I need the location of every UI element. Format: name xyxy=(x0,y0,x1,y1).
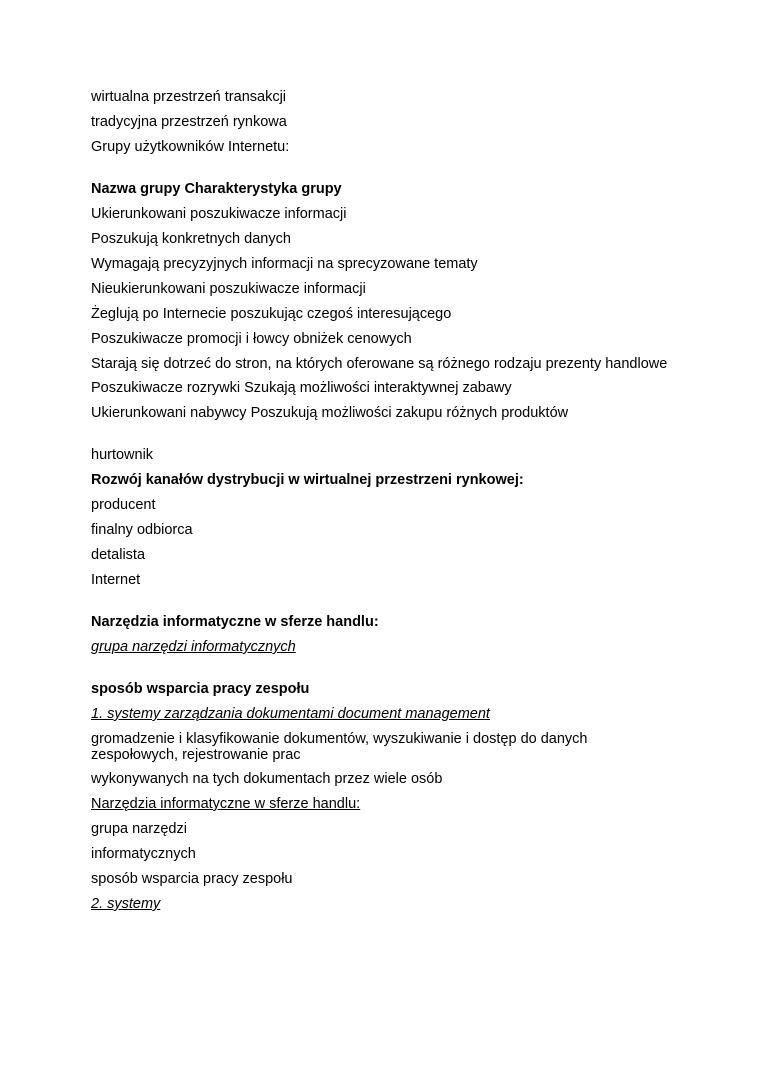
text-line: informatycznych xyxy=(91,846,196,862)
text-line: Poszukiwacze promocji i łowcy obniżek cenowych xyxy=(91,331,412,347)
subheading-line: grupa narzędzi informatycznych xyxy=(91,639,296,655)
text-line: detalista xyxy=(91,547,146,563)
section-heading: Rozwój kanałów dystrybucji w wirtualnej przestrzeni rynkowej: xyxy=(91,472,524,488)
text-line: producent xyxy=(91,497,156,513)
table-header-line: Nazwa grupy Charakterystyka grupy xyxy=(91,181,342,197)
subheading-line: 1. systemy zarządzania dokumentami document management xyxy=(91,706,490,722)
text-line: Grupy użytkowników Internetu: xyxy=(91,139,290,155)
underlined-line: Narzędzia informatyczne w sferze handlu: xyxy=(91,796,361,812)
spacer xyxy=(91,597,671,614)
text-line: Wymagają precyzyjnych informacji na sprecyzowane tematy xyxy=(91,256,478,272)
text-line: Starają się dotrzeć do stron, na których oferowane są różnego rodzaju prezenty handlowe xyxy=(91,356,668,372)
text-line: gromadzenie i klasyfikowanie dokumentów, wyszukiwanie i dostęp do danych zespołowych, rejestrowanie prac xyxy=(91,731,588,763)
text-line: finalny odbiorca xyxy=(91,522,193,538)
text-line: Internet xyxy=(91,572,141,588)
text-line: Nieukierunkowani poszukiwacze informacji xyxy=(91,281,366,297)
section-heading: Narzędzia informatyczne w sferze handlu: xyxy=(91,614,379,630)
text-line: Poszukują konkretnych danych xyxy=(91,231,291,247)
spacer xyxy=(91,430,671,447)
text-line: wirtualna przestrzeń transakcji xyxy=(91,89,287,105)
text-line: wykonywanych na tych dokumentach przez wiele osób xyxy=(91,771,443,787)
section-heading: sposób wsparcia pracy zespołu xyxy=(91,681,310,697)
text-line: tradycyjna przestrzeń rynkowa xyxy=(91,114,287,130)
spacer xyxy=(91,664,671,681)
text-line: hurtownik xyxy=(91,447,154,463)
subheading-line: 2. systemy xyxy=(91,896,161,912)
text-line: Ukierunkowani poszukiwacze informacji xyxy=(91,206,347,222)
text-line: Ukierunkowani nabywcy Poszukują możliwości zakupu różnych produktów xyxy=(91,405,569,421)
spacer xyxy=(91,164,671,181)
text-line: Żeglują po Internecie poszukując czegoś interesującego xyxy=(91,306,452,322)
text-line: Poszukiwacze rozrywki Szukają możliwości interaktywnej zabawy xyxy=(91,380,512,396)
text-line: sposób wsparcia pracy zespołu xyxy=(91,871,293,887)
document-body xyxy=(91,89,671,921)
text-line: grupa narzędzi xyxy=(91,821,187,837)
